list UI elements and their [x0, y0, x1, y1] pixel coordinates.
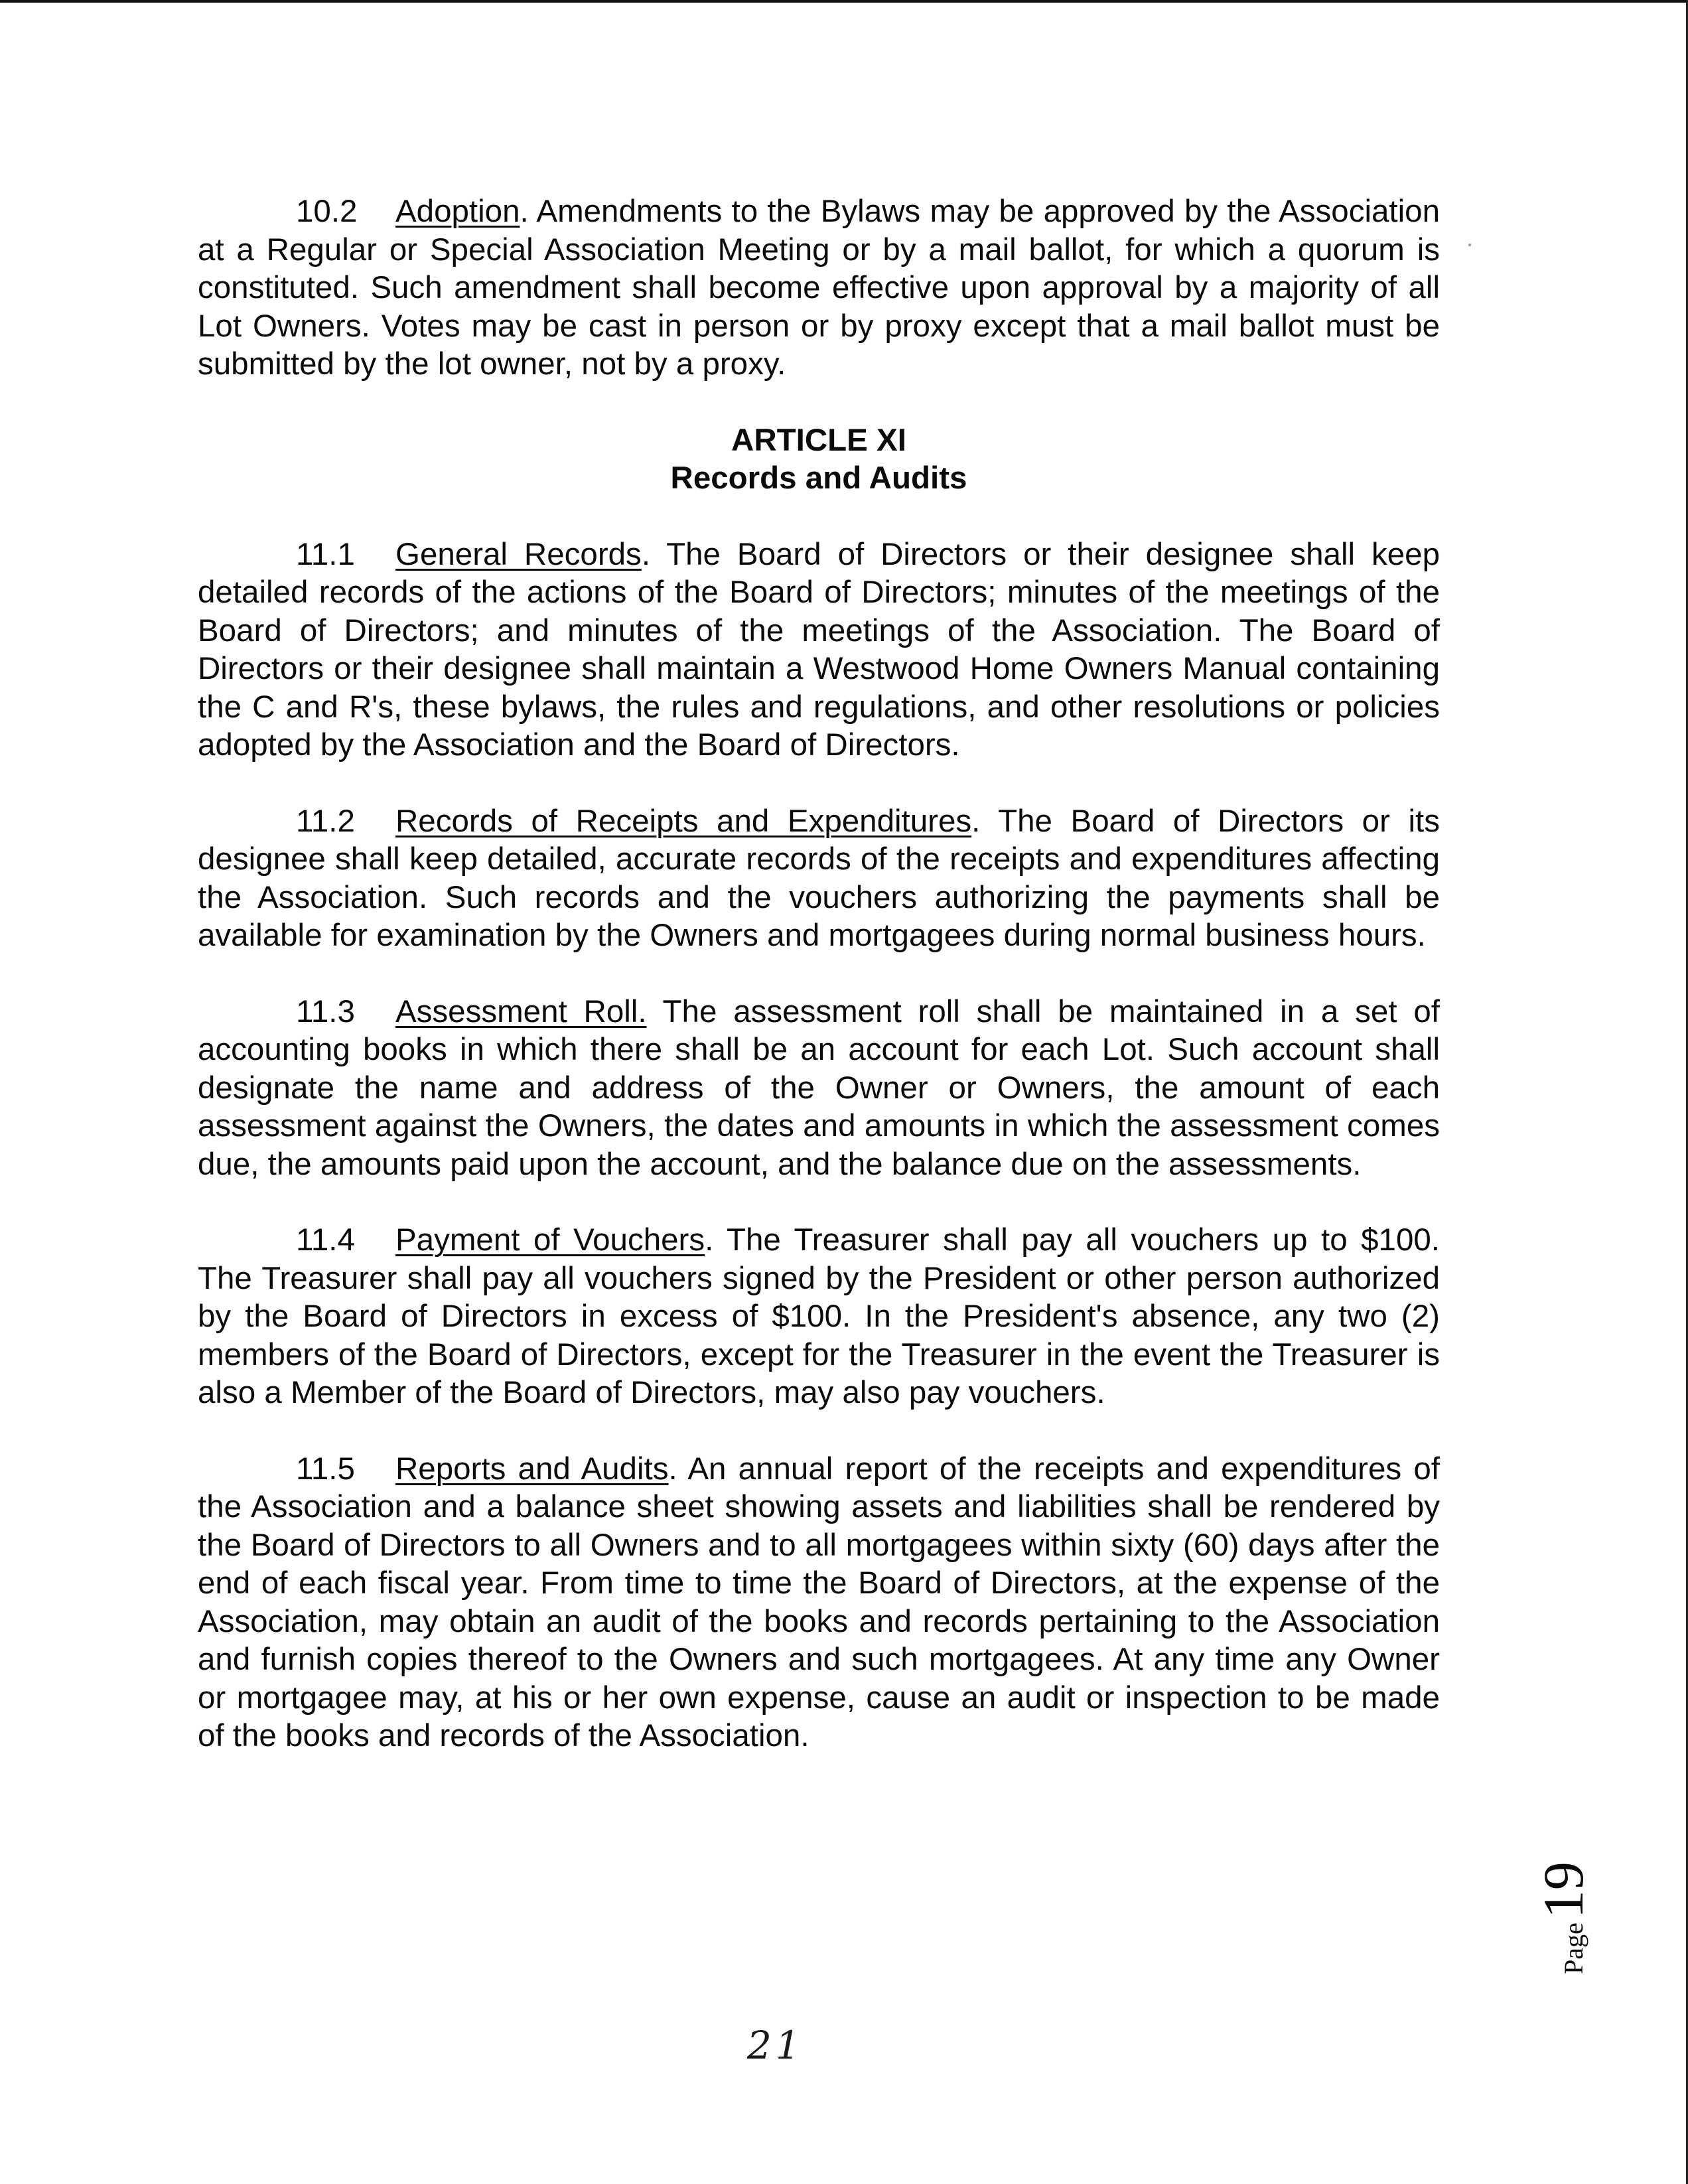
document-body [198, 192, 1440, 1755]
handwritten-page-number: 21 [747, 2023, 804, 2068]
section-text: The assessment roll shall be maintained in a set of accounting books in which there shall be an account for each Lot. Such account shall designate the name and address of the Owner or Owners, the amount of each assessment against the Owners, the dates and amounts in which the assessment comes due, the amounts paid upon the account, and the balance due on the assessments. [198, 993, 1440, 1182]
page-stamp-word: Page [1559, 1923, 1588, 1974]
scan-edge-top [0, 0, 1688, 3]
section-title: Reports and Audits [395, 1451, 669, 1487]
section-number: 11.5 [296, 1451, 355, 1487]
section-11-1 [198, 536, 1440, 764]
section-text: . The Treasurer shall pay all vouchers up to $100. The Treasurer shall pay all vouchers signed by the President or other person authorized by the Board of Directors in excess of $100. In the President's absence, any two (2) members of the Board of Directors, except for the Treasurer in the event the Treasurer is also a Member of the Board of Directors, may also pay vouchers. [198, 1222, 1440, 1410]
section-number: 11.3 [296, 993, 355, 1029]
article-label: ARTICLE XI [731, 422, 906, 458]
section-number: 11.1 [296, 536, 355, 572]
section-text: . Amendments to the Bylaws may be approved by the Association at a Regular or Special Association Meeting or by a mail ballot, for which a quorum is constituted. Such amendment shall become effective upon approval by a majority of all Lot Owners. Votes may be cast in person or by proxy except that a mail ballot must be submitted by the lot owner, not by a proxy. [198, 194, 1440, 382]
section-title: Assessment Roll. [395, 993, 647, 1029]
section-text: . The Board of Directors or its designee shall keep detailed, accurate records of the receipts and expenditures affecting the Association. Such records and the vouchers authorizing the payments shall be available for examination by the Owners and mortgagees during normal business hours. [198, 803, 1440, 953]
section-11-2 [198, 802, 1440, 955]
section-title: Payment of Vouchers [395, 1222, 705, 1258]
page-stamp-number: 19 [1531, 1861, 1595, 1919]
section-title: Records of Receipts and Expenditures [395, 803, 972, 839]
section-10-2 [198, 192, 1440, 384]
section-text: . An annual report of the receipts and expenditures of the Association and a balance sheet showing assets and liabilities shall be rendered by the Board of Directors to all Owners and to all mortgagees within sixty (60) days after the end of each fiscal year. From time to time the Board of Directors, at the expense of the Association, may obtain an audit of the books and records pertaining to the Association and furnish copies thereof to the Owners and such mortgagees. At any time any Owner or mortgagee may, at his or her own expense, cause an audit or inspection to be made of the books and records of the Association. [198, 1451, 1440, 1753]
section-11-5 [198, 1450, 1440, 1755]
section-11-3 [198, 993, 1440, 1184]
section-title: Adoption [395, 194, 520, 229]
section-number: 11.2 [296, 803, 355, 839]
section-number: 11.4 [296, 1222, 355, 1258]
section-title: General Records [395, 536, 642, 572]
scan-speck [1468, 244, 1471, 246]
section-text: . The Board of Directors or their designee shall keep detailed records of the actions of the Board of Directors; minutes of the meetings of the Board of Directors; and minutes of the meetings of the Association. The Board of Directors or their designee shall maintain a Westwood Home Owners Manual containing the C and R's, these bylaws, the rules and regulations, and other resolutions or policies adopted by the Association and the Board of Directors. [198, 536, 1440, 763]
section-number: 10.2 [296, 194, 358, 229]
section-11-4 [198, 1221, 1440, 1412]
page-number-stamp [1530, 1852, 1596, 1984]
article-title: Records and Audits [670, 461, 967, 496]
